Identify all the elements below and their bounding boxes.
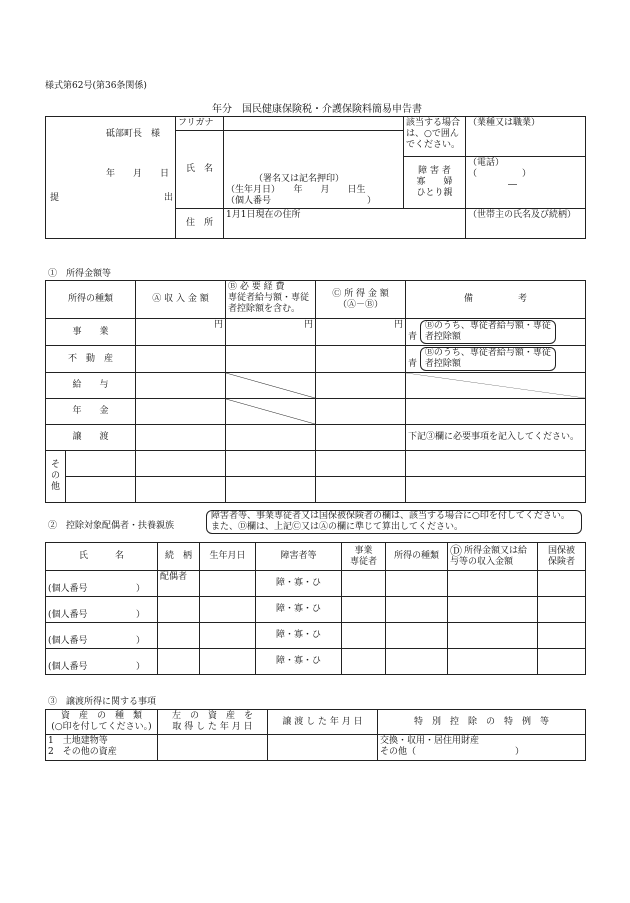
furigana-field[interactable] <box>224 117 404 131</box>
transfer-revenue[interactable] <box>136 425 226 451</box>
salary-income[interactable] <box>316 373 406 399</box>
dependent-4-name[interactable] <box>46 649 158 675</box>
blue-label: 青 <box>408 359 418 369</box>
dependent-2-employee[interactable] <box>342 597 386 623</box>
other2-type[interactable] <box>66 477 136 503</box>
business-notes[interactable] <box>406 319 586 346</box>
col-income-type: 所得の種類 <box>386 543 448 571</box>
asset-other[interactable]: 2 その他の資産 <box>48 747 117 757</box>
diagonal-line <box>226 373 315 398</box>
status-disabled[interactable]: 障 害 者 <box>418 166 451 176</box>
dependent-1-insured[interactable] <box>538 571 586 597</box>
other1-income[interactable] <box>316 451 406 477</box>
dependent-1-disability[interactable]: 障・寡・ひ <box>256 571 342 597</box>
dependent-1-income-type[interactable] <box>386 571 448 597</box>
status-options[interactable] <box>404 157 466 209</box>
col-acquired-date: 左 の 資 産 を 取 得 し た 年 月 日 <box>158 710 268 735</box>
phone-dash: ― <box>508 180 517 190</box>
phone-paren: （ ） <box>468 169 532 179</box>
asset-land-building[interactable]: 1 土地建物等 <box>48 736 108 746</box>
other1-expenses[interactable] <box>226 451 316 477</box>
individual-number-close: ） <box>367 196 377 206</box>
pension-revenue[interactable] <box>136 399 226 425</box>
col-revenue: Ⓐ 収 入 金 額 <box>136 281 226 319</box>
salary-revenue[interactable] <box>136 373 226 399</box>
dependent-3-birth[interactable] <box>200 623 256 649</box>
row-real-estate: 不 動 産 <box>46 346 136 373</box>
transfer-date-field[interactable] <box>268 735 378 761</box>
acquired-date-field[interactable] <box>158 735 268 761</box>
dependent-2-relation[interactable] <box>158 597 200 623</box>
col-relation: 続 柄 <box>158 543 200 571</box>
individual-number-label: (個人番号 <box>48 584 88 594</box>
addressee-cell <box>46 117 176 239</box>
household-head-field[interactable]: （世帯主の氏名及び続柄） <box>466 209 586 239</box>
special-exchange[interactable]: 交換・収用・居住用財産 <box>380 736 480 746</box>
dependent-3-employee[interactable] <box>342 623 386 649</box>
col-notes: 備 考 <box>406 281 586 319</box>
row-pension: 年 金 <box>46 399 136 425</box>
addressee: 砥部町長 様 <box>106 129 161 139</box>
income-table <box>45 280 586 503</box>
other1-notes[interactable] <box>406 451 586 477</box>
dependent-2-income[interactable] <box>448 597 538 623</box>
individual-number-label: （個人番号 <box>226 196 272 206</box>
pension-expenses-disabled <box>226 399 316 425</box>
col-income-amount <box>448 543 538 571</box>
dependent-3-income[interactable] <box>448 623 538 649</box>
row-business: 事 業 <box>46 319 136 346</box>
diagonal-line <box>226 399 315 424</box>
dependent-3-relation[interactable] <box>158 623 200 649</box>
phone-label: （電話） <box>468 158 505 168</box>
dependent-2-disability[interactable]: 障・寡・ひ <box>256 597 342 623</box>
form-number: 様式第62号(第36条関係) <box>45 81 147 91</box>
individual-number-label: (個人番号 <box>48 610 88 620</box>
salary-notes-disabled <box>406 373 586 399</box>
birth-date: （生年月日） 年 月 日生 <box>226 185 366 195</box>
dependent-1-income[interactable] <box>448 571 538 597</box>
status-single-parent[interactable]: ひとり親 <box>416 188 453 198</box>
d-mark: Ⓓ <box>450 543 463 558</box>
dependent-4-birth[interactable] <box>200 649 256 675</box>
address-label: 住 所 <box>176 209 224 239</box>
col-expenses: Ⓑ 必 要 経 費 専従者給与額・専従者控除額を含む。 <box>226 281 316 319</box>
close-paren: ） <box>135 584 145 594</box>
status-widow[interactable]: 寡 婦 <box>416 177 453 187</box>
dependent-2-birth[interactable] <box>200 597 256 623</box>
dependent-2-insured[interactable] <box>538 597 586 623</box>
col-employee: 事業 専従者 <box>342 543 386 571</box>
dependent-4-disability[interactable]: 障・寡・ひ <box>256 649 342 675</box>
transfer-table <box>45 709 586 761</box>
income-section-title: ① 所得金額等 <box>48 269 112 279</box>
col-transfer-date: 譲 渡 し た 年 月 日 <box>268 710 378 735</box>
col-income-amount: Ⓒ 所 得 金 額 （Ⓐ－Ⓑ） <box>316 281 406 319</box>
special-other[interactable]: その他（ ） <box>380 747 525 757</box>
other1-revenue[interactable] <box>136 451 226 477</box>
dependent-4-insured[interactable] <box>538 649 586 675</box>
dependent-4-income[interactable] <box>448 649 538 675</box>
salary-expenses-disabled <box>226 373 316 399</box>
business-expenses[interactable]: 円 <box>226 319 316 346</box>
close-paren: ） <box>135 662 145 672</box>
dependent-3-name[interactable] <box>46 623 158 649</box>
signature-note: （署名又は記名押印） <box>254 174 345 184</box>
col-insured: 国保被 保険者 <box>538 543 586 571</box>
realestate-notes[interactable] <box>406 346 586 373</box>
diagonal-line <box>406 373 585 398</box>
dependent-3-insured[interactable] <box>538 623 586 649</box>
other1-type[interactable] <box>66 451 136 477</box>
form-title: 年分 国民健康保険税・介護保険料簡易申告書 <box>212 104 422 115</box>
dependent-2-name[interactable] <box>46 597 158 623</box>
dependent-1-birth[interactable] <box>200 571 256 597</box>
col-asset-type: 資 産 の 種 類 (○印を付してください。) <box>46 710 158 735</box>
applicable-note: 該当する場合は、○で囲んでください。 <box>404 117 466 157</box>
individual-number-label: (個人番号 <box>48 636 88 646</box>
income-amount-label: 所得金額又は給与等の収入金額 <box>450 545 528 567</box>
transfer-section-title: ③ 譲渡所得に関する事項 <box>48 697 157 707</box>
special-deduction-field[interactable] <box>378 735 586 761</box>
transfer-income[interactable] <box>316 425 406 451</box>
name-field[interactable] <box>224 131 404 209</box>
col-birth: 生年月日 <box>200 543 256 571</box>
dependent-3-income-type[interactable] <box>386 623 448 649</box>
col-income-type: 所得の種類 <box>46 281 136 319</box>
occupation-field[interactable]: （業種又は職業） <box>466 117 586 157</box>
dependents-table <box>45 542 586 675</box>
other2-expenses[interactable] <box>226 477 316 503</box>
blue-note: Ⓑのうち、専従者給与額・専従 者控除額 <box>420 347 556 371</box>
close-paren: ） <box>135 636 145 646</box>
row-salary: 給 与 <box>46 373 136 399</box>
pension-income[interactable] <box>316 399 406 425</box>
name-label: 氏 名 <box>176 131 224 209</box>
dependent-4-relation[interactable] <box>158 649 200 675</box>
transfer-expenses[interactable] <box>226 425 316 451</box>
submit-right: 出 <box>164 193 174 203</box>
row-other: そ の 他 <box>46 451 66 503</box>
pension-notes[interactable] <box>406 399 586 425</box>
dependents-note: 障害者等、事業専従者又は国保被保険者の欄は、該当する場合に○印を付してください。また、Ⓓ欄は、上記Ⓒ又はⒶの欄に準じて算出してください。 <box>206 510 582 534</box>
col-name: 氏 名 <box>46 543 158 571</box>
furigana-label: フリガナ <box>176 117 224 131</box>
other2-income[interactable] <box>316 477 406 503</box>
transfer-notes: 下記③欄に必要事項を記入してください。 <box>406 425 586 451</box>
col-special-deduction: 特 別 控 除 の 特 例 等 <box>378 710 586 735</box>
row-transfer: 譲 渡 <box>46 425 136 451</box>
dependents-section-title: ② 控除対象配偶者・扶養親族 <box>48 521 175 531</box>
dependent-1-relation: 配偶者 <box>158 571 200 597</box>
phone-field[interactable] <box>466 157 586 209</box>
dependent-3-disability[interactable]: 障・寡・ひ <box>256 623 342 649</box>
dependent-4-employee[interactable] <box>342 649 386 675</box>
other2-revenue[interactable] <box>136 477 226 503</box>
close-paren: ） <box>135 610 145 620</box>
blue-note: Ⓑのうち、専従者給与額・専従 者控除額 <box>420 320 556 344</box>
individual-number-row <box>226 196 401 207</box>
business-revenue[interactable]: 円 <box>136 319 226 346</box>
submit-left: 提 <box>50 193 60 203</box>
blue-label: 青 <box>408 332 418 342</box>
other2-notes[interactable] <box>406 477 586 503</box>
dependent-2-income-type[interactable] <box>386 597 448 623</box>
realestate-income[interactable] <box>316 346 406 373</box>
submission-date: 年 月 日 <box>106 169 170 179</box>
business-income[interactable]: 円 <box>316 319 406 346</box>
applicant-table <box>45 116 586 239</box>
address-field[interactable]: 1月1日現在の住所 <box>224 209 466 239</box>
individual-number-label: (個人番号 <box>48 662 88 672</box>
dependent-1-name[interactable] <box>46 571 158 597</box>
asset-type-options[interactable] <box>46 735 158 761</box>
col-disability: 障害者等 <box>256 543 342 571</box>
realestate-expenses[interactable] <box>226 346 316 373</box>
dependent-1-employee[interactable] <box>342 571 386 597</box>
dependent-4-income-type[interactable] <box>386 649 448 675</box>
realestate-revenue[interactable] <box>136 346 226 373</box>
